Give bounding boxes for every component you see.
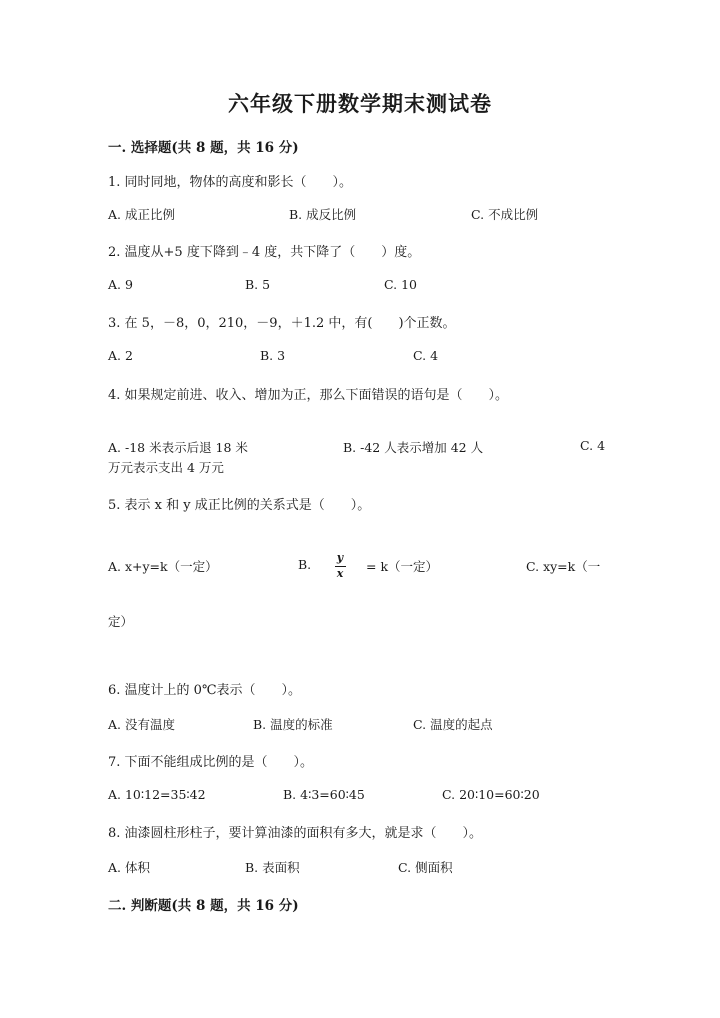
section-heading-judgement: 二. 判断题(共 8 题，共 16 分) [108,898,299,914]
section-heading-choice: 一. 选择题(共 8 题，共 16 分) [108,140,299,156]
question-2-option-c: C. 10 [384,277,417,292]
question-1-option-a: A. 成正比例 [108,207,175,222]
question-1-option-b: B. 成反比例 [289,207,357,222]
fraction-numerator: y [336,551,344,564]
question-2-option-b: B. 5 [245,277,271,292]
question-3-option-b: B. 3 [260,348,286,363]
question-8-option-a: A. 体积 [108,860,150,875]
question-3: 3. 在 5，－8，0，210，－9，＋1.2 中，有( )个正数。 [108,316,456,331]
question-6-option-a: A. 没有温度 [108,717,175,732]
question-8: 8. 油漆圆柱形柱子，要计算油漆的面积有多大，就是求（ ）。 [108,826,483,841]
question-4-option-c-continuation: 万元表示支出 4 万元 [108,460,224,475]
question-5: 5. 表示 x 和 y 成正比例的关系式是（ ）。 [108,498,371,513]
question-8-option-b: B. 表面积 [245,860,300,875]
question-4: 4. 如果规定前进、收入、增加为正，那么下面错误的语句是（ ）。 [108,388,509,403]
question-1-option-c: C. 不成比例 [471,207,539,222]
question-3-option-c: C. 4 [413,348,439,363]
question-2-option-a: A. 9 [108,277,133,292]
question-6: 6. 温度计上的 0℃表示（ ）。 [108,683,301,698]
page-title: 六年级下册数学期末测试卷 [228,91,492,116]
question-3-option-a: A. 2 [108,348,133,363]
question-2: 2. 温度从+5 度下降到﹣4 度，共下降了（ ）度。 [108,245,421,260]
question-4-option-c: C. 4 [580,438,606,453]
fraction-denominator: x [336,567,344,580]
question-1: 1. 同时同地，物体的高度和影长（ ）。 [108,175,353,190]
question-5-option-b-rest: = k（一定） [366,559,439,574]
question-6-option-b: B. 温度的标准 [253,717,333,732]
question-7-option-a: A. 10∶12=35∶42 [108,787,206,802]
question-7-option-c: C. 20∶10=60∶20 [442,787,540,802]
question-8-option-c: C. 侧面积 [398,860,453,875]
question-4-option-a: A. -18 米表示后退 18 米 [108,440,248,455]
question-5-option-c-continuation: 定） [108,614,134,629]
question-5-option-a: A. x+y=k（一定） [108,559,218,574]
question-4-option-b: B. -42 人表示增加 42 人 [343,440,484,455]
question-6-option-c: C. 温度的起点 [413,717,493,732]
question-7-option-b: B. 4∶3=60∶45 [283,787,365,802]
question-7: 7. 下面不能组成比例的是（ ）。 [108,755,314,770]
question-5-option-c: C. xy=k（一 [526,559,601,574]
question-5-option-b-label: B. [298,557,312,572]
